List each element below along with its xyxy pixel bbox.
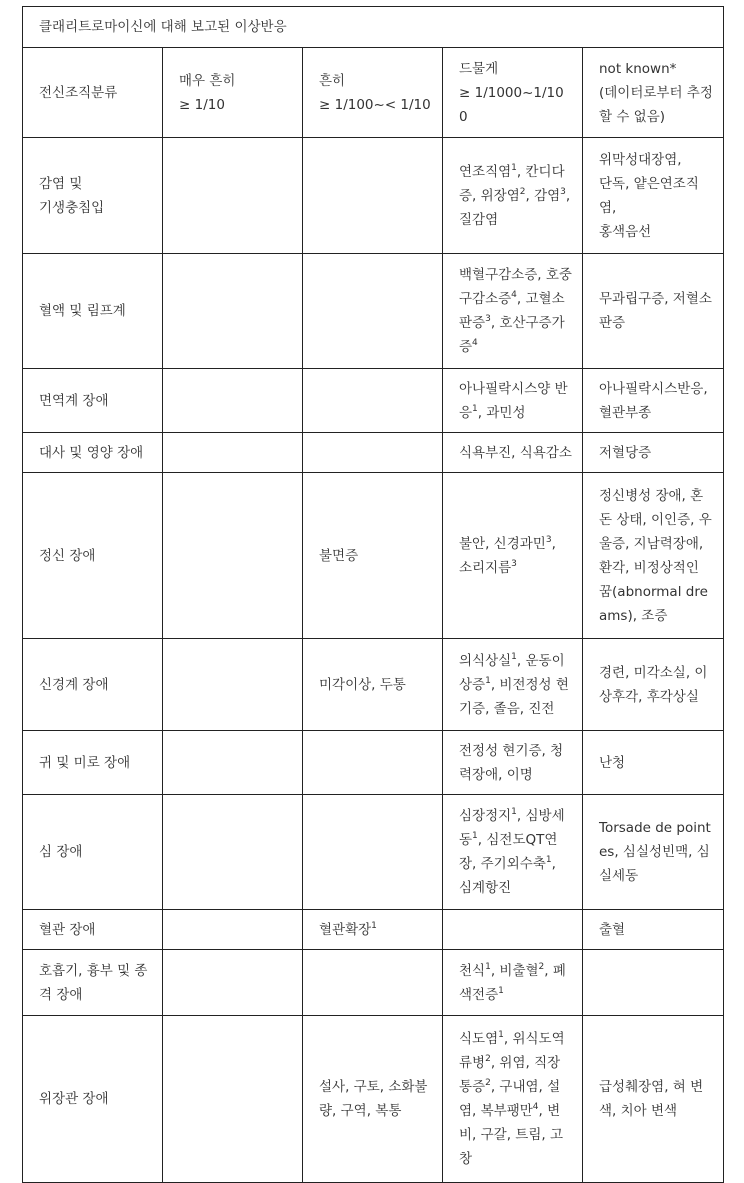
adverse-reactions-table <box>22 6 724 1183</box>
footnote-marker: 2 <box>519 186 526 197</box>
footnote-marker: 2 <box>485 1078 491 1088</box>
footnote-marker: 2 <box>538 961 545 972</box>
footnote-marker: 1 <box>371 920 377 931</box>
cell-not-known: 급성췌장염, 혀 변색, 치아 변색 <box>583 1016 724 1183</box>
header-common: 흔히 ≥ 1/100~< 1/10 <box>303 48 443 138</box>
cell-not-known: 위막성대장염, 단독, 얕은연조직염, 홍색음선 <box>583 138 724 254</box>
footnote-marker: 1 <box>545 855 552 865</box>
cell-not-known: 출혈 <box>583 910 724 950</box>
cell-soc: 호흡기, 흉부 및 종격 장애 <box>23 950 163 1016</box>
cell-soc: 감염 및 기생충침입 <box>23 138 163 254</box>
table-row <box>23 138 724 254</box>
cell-very-common <box>163 795 303 910</box>
table-row <box>23 1016 724 1183</box>
footnote-marker: 1 <box>472 403 478 414</box>
header-uncommon: 드물게 ≥ 1/1000~1/100 <box>443 48 583 138</box>
cell-uncommon: 심장정지$^1$, 심방세동$^1$, 심전도QT연장, 주기외수축$^1$, 심계항진 <box>443 795 583 910</box>
footnote-marker: 3 <box>560 186 566 197</box>
cell-common <box>303 254 443 369</box>
cell-common <box>303 138 443 254</box>
cell-very-common <box>163 910 303 950</box>
cell-not-known: Torsade de pointes, 심실성빈맥, 심실세동 <box>583 795 724 910</box>
cell-common: 미각이상, 두통 <box>303 639 443 731</box>
cell-uncommon <box>443 910 583 950</box>
footnote-marker: 1 <box>498 985 504 996</box>
cell-common <box>303 731 443 795</box>
cell-common: 혈관확장$^1$ <box>303 910 443 950</box>
footnote-marker: 1 <box>511 162 517 173</box>
cell-uncommon: 식도염$^1$, 위식도역류병$^2$, 위염, 직장통증$^2$, 구내염, 설염, 복부팽만$^4$, 변비, 구갈, 트림, 고창 <box>443 1016 583 1183</box>
cell-soc: 정신 장애 <box>23 473 163 639</box>
cell-soc: 심 장애 <box>23 795 163 910</box>
cell-uncommon: 연조직염$^1$, 칸디다증, 위장염$^2$, 감염$^3$, 질감염 <box>443 138 583 254</box>
cell-uncommon: 불안, 신경과민$^3$, 소리지름$^3$ <box>443 473 583 639</box>
table-row <box>23 795 724 910</box>
header-very-common: 매우 흔히 ≥ 1/10 <box>163 48 303 138</box>
cell-not-known <box>583 950 724 1016</box>
header-not-known: not known* (데이터로부터 추정할 수 없음) <box>583 48 724 138</box>
footnote-marker: 3 <box>545 534 552 545</box>
table-row <box>23 369 724 433</box>
footnote-marker: 1 <box>472 831 478 841</box>
table-row <box>23 254 724 369</box>
cell-uncommon: 식욕부진, 식욕감소 <box>443 433 583 473</box>
footnote-marker: 4 <box>532 1102 539 1112</box>
footnote-marker: 4 <box>472 338 478 348</box>
cell-soc: 혈관 장애 <box>23 910 163 950</box>
cell-very-common <box>163 138 303 254</box>
cell-not-known: 정신병성 장애, 혼돈 상태, 이인증, 우울증, 지남력장애, 환각, 비정상적인 꿈(abnormal dreams), 조증 <box>583 473 724 639</box>
header-soc: 전신조직분류 <box>23 48 163 138</box>
footnote-marker: 1 <box>485 961 491 972</box>
table-row <box>23 950 724 1016</box>
footnote-marker: 1 <box>511 651 517 662</box>
cell-not-known: 경련, 미각소실, 이상후각, 후각상실 <box>583 639 724 731</box>
cell-common <box>303 950 443 1016</box>
cell-not-known: 저혈당증 <box>583 433 724 473</box>
cell-uncommon: 백혈구감소증, 호중구감소증$^4$, 고혈소판증$^3$, 호산구증가증$^4$ <box>443 254 583 369</box>
cell-very-common <box>163 1016 303 1183</box>
cell-not-known: 무과립구증, 저혈소판증 <box>583 254 724 369</box>
footnote-marker: 3 <box>485 314 491 324</box>
cell-very-common <box>163 473 303 639</box>
cell-soc: 혈액 및 림프계 <box>23 254 163 369</box>
header-row <box>23 48 724 138</box>
cell-common <box>303 369 443 433</box>
cell-common <box>303 795 443 910</box>
cell-soc: 신경계 장애 <box>23 639 163 731</box>
cell-not-known: 난청 <box>583 731 724 795</box>
cell-soc: 귀 및 미로 장애 <box>23 731 163 795</box>
cell-soc: 면역계 장애 <box>23 369 163 433</box>
cell-not-known: 아나필락시스반응, 혈관부종 <box>583 369 724 433</box>
table-row <box>23 731 724 795</box>
cell-very-common <box>163 254 303 369</box>
table-row <box>23 910 724 950</box>
title-row <box>23 7 724 48</box>
cell-uncommon: 전정성 현기증, 청력장애, 이명 <box>443 731 583 795</box>
table-row <box>23 433 724 473</box>
cell-uncommon: 천식$^1$, 비출혈$^2$, 폐색전증$^1$ <box>443 950 583 1016</box>
cell-very-common <box>163 369 303 433</box>
cell-uncommon: 의식상실$^1$, 운동이상증$^1$, 비전정성 현기증, 졸음, 진전 <box>443 639 583 731</box>
cell-common: 불면증 <box>303 473 443 639</box>
footnote-marker: 4 <box>511 290 517 300</box>
cell-very-common <box>163 950 303 1016</box>
footnote-marker: 2 <box>485 1054 491 1064</box>
footnote-marker: 1 <box>498 1030 504 1040</box>
footnote-marker: 1 <box>485 675 491 686</box>
table-title: 클래리트로마이신에 대해 보고된 이상반응 <box>23 7 724 48</box>
table-row <box>23 639 724 731</box>
cell-common <box>303 433 443 473</box>
cell-uncommon: 아나필락시스양 반응$^1$, 과민성 <box>443 369 583 433</box>
cell-soc: 위장관 장애 <box>23 1016 163 1183</box>
cell-soc: 대사 및 영양 장애 <box>23 433 163 473</box>
cell-very-common <box>163 433 303 473</box>
footnote-marker: 1 <box>511 807 517 817</box>
cell-very-common <box>163 731 303 795</box>
cell-common: 설사, 구토, 소화불량, 구역, 복통 <box>303 1016 443 1183</box>
cell-very-common <box>163 639 303 731</box>
table-row <box>23 473 724 639</box>
footnote-marker: 3 <box>511 558 517 569</box>
